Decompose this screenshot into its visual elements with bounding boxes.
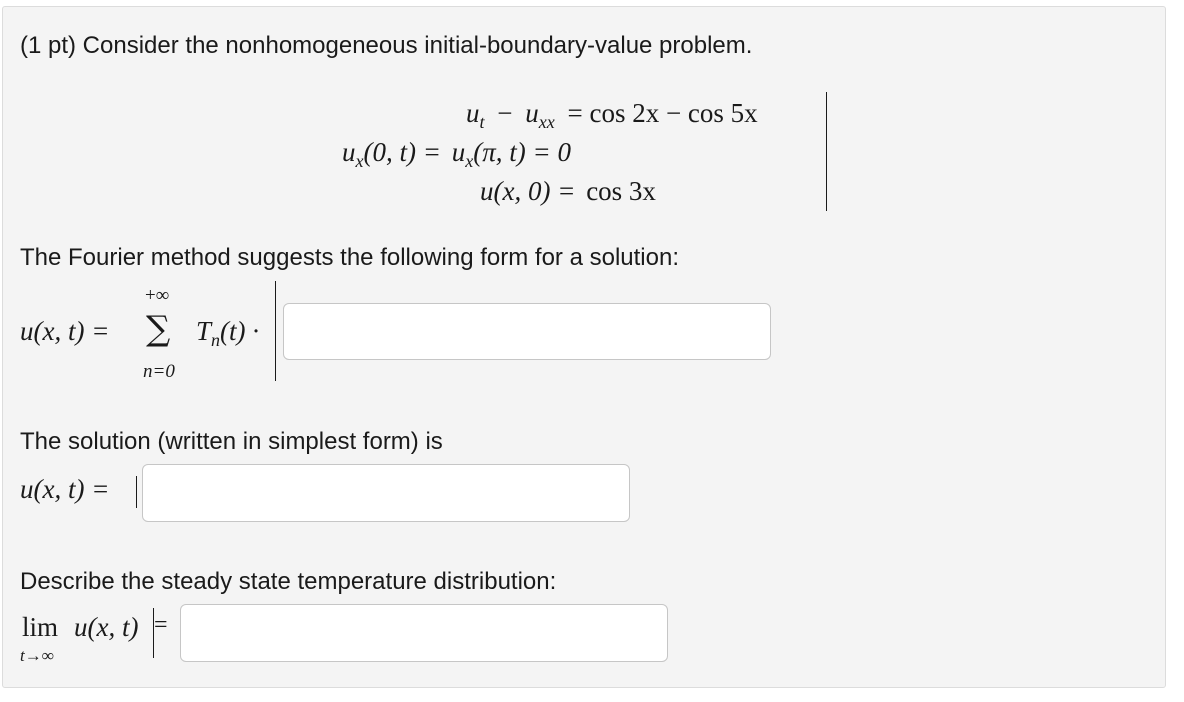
pde-equation: $u_t - u_{xx} = \cos 2x - \cos 5x$	[466, 98, 758, 132]
solution-input-bar	[136, 476, 137, 508]
fourier-prompt: The Fourier method suggests the following form for a solution:	[20, 244, 679, 271]
fourier-lhs: u(x, t) =	[20, 316, 110, 346]
fourier-term: $T_n(t)$ ·	[196, 316, 260, 350]
problem-intro: (1 pt) Consider the nonhomogeneous initial-boundary-value problem.	[20, 32, 753, 59]
sum-lower-limit: n=0	[143, 361, 175, 382]
initial-condition: u(x, 0) = cos 3x	[480, 176, 656, 206]
system-right-bar	[826, 92, 827, 211]
limit-subscript: t→∞	[20, 646, 54, 665]
limit-expression: u(x, t)	[74, 612, 139, 642]
solution-prompt: The solution (written in simplest form) is	[20, 428, 443, 455]
steady-state-prompt: Describe the steady state temperature distribution:	[20, 568, 557, 595]
solution-input[interactable]	[142, 464, 630, 522]
solution-lhs: u(x, t) =	[20, 474, 110, 504]
boundary-conditions: $u_x(0$, $t) = u_x(\pi$, t) = 0	[342, 137, 571, 171]
fourier-basis-input[interactable]	[283, 303, 771, 360]
limit-equals: =	[154, 612, 168, 638]
sum-upper-limit: +∞	[145, 285, 170, 306]
steady-state-input[interactable]	[180, 604, 668, 662]
limit-label: lim	[22, 612, 59, 642]
sigma-icon: ∑	[146, 309, 171, 349]
fourier-input-bar	[275, 281, 276, 381]
